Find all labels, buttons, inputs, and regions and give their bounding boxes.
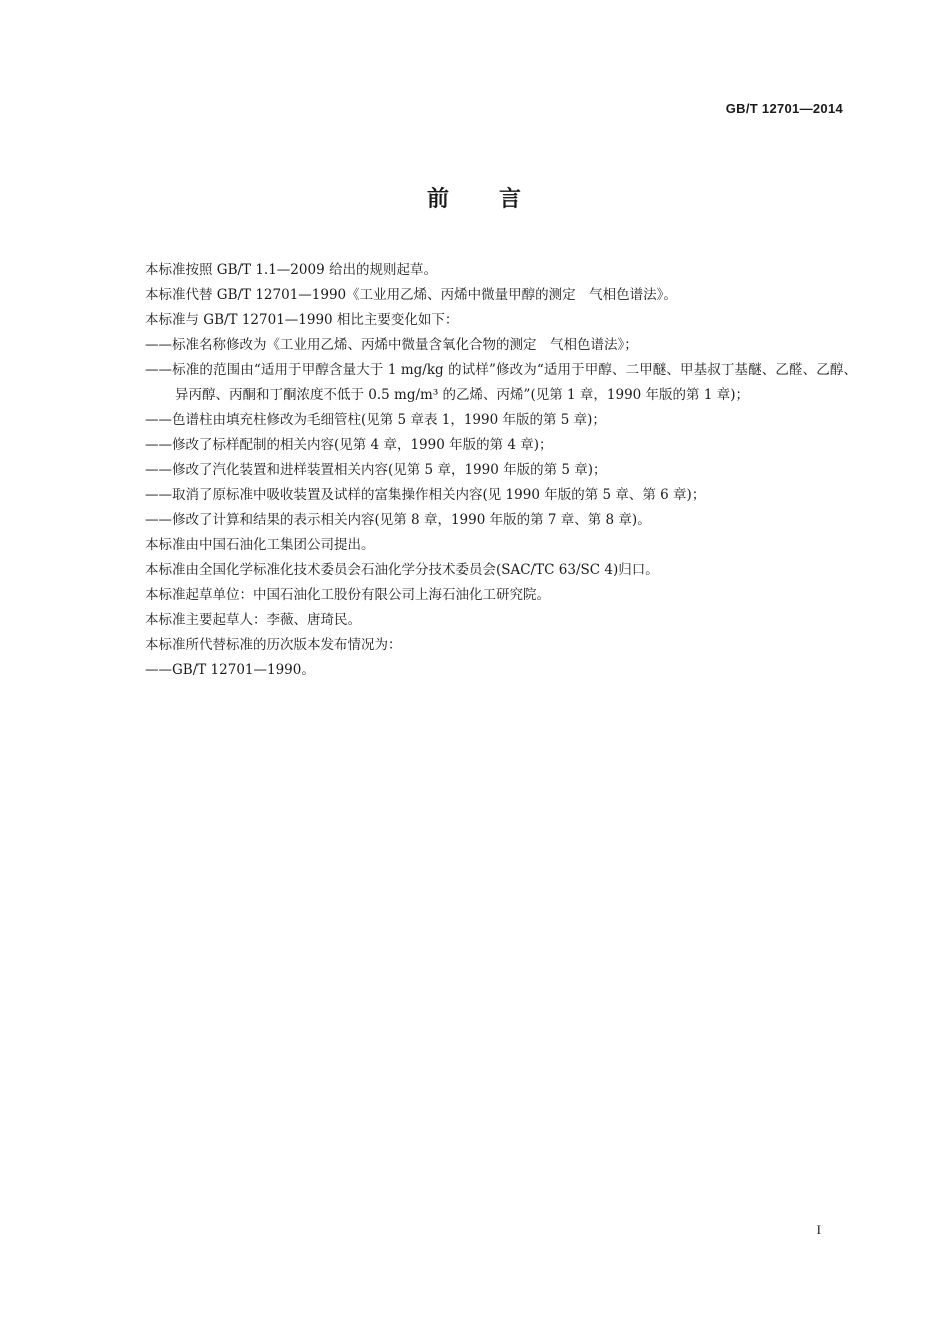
paragraph-history-intro: 本标准所代替标准的历次版本发布情况为： bbox=[145, 637, 402, 653]
standard-code: GB/T 12701—2014 bbox=[725, 101, 843, 116]
paragraph-drafters: 本标准主要起草人：李薇、唐琦民。 bbox=[145, 612, 361, 628]
list-item-calculation: ——修改了计算和结果的表示相关内容(见第 8 章，1990 年版的第 7 章、第 8 章)。 bbox=[145, 512, 651, 528]
paragraph-drafting-rules: 本标准按照 GB/T 1.1—2009 给出的规则起草。 bbox=[145, 262, 437, 278]
list-item-scope-change: ——标准的范围由“适用于甲醇含量大于 1 mg/kg 的试样”修改为“适用于甲醇、二甲醚、甲基叔丁基醚、乙醛、乙醇、异丙醇、丙酮和丁酮浓度不低于 0.5 mg/m³ 的乙烯、丙烯”(见第 1 章，1990 年版的第 1 章)； bbox=[145, 362, 857, 403]
list-item-column-change: ——色谱柱由填充柱修改为毛细管柱(见第 5 章表 1，1990 年版的第 5 章)； bbox=[145, 412, 606, 428]
list-item-standard-preparation: ——修改了标样配制的相关内容(见第 4 章，1990 年版的第 4 章)； bbox=[145, 437, 553, 453]
paragraph-proposed-by: 本标准由中国石油化工集团公司提出。 bbox=[145, 537, 375, 553]
list-item-removed-absorption: ——取消了原标准中吸收装置及试样的富集操作相关内容(见 1990 年版的第 5 章、第 6 章)； bbox=[145, 487, 706, 503]
list-item-vaporizer: ——修改了汽化装置和进样装置相关内容(见第 5 章，1990 年版的第 5 章)； bbox=[145, 462, 607, 478]
paragraph-replaces: 本标准代替 GB/T 12701—1990《工业用乙烯、丙烯中微量甲醇的测定 气相色谱法》。 bbox=[145, 287, 677, 303]
paragraph-changes-intro: 本标准与 GB/T 12701—1990 相比主要变化如下： bbox=[145, 312, 459, 328]
document-body bbox=[145, 258, 857, 683]
list-item-title-change: ——标准名称修改为《工业用乙烯、丙烯中微量含氧化合物的测定 气相色谱法》； bbox=[145, 337, 638, 353]
page-number: I bbox=[816, 1222, 821, 1237]
list-item-history-version: ——GB/T 12701—1990。 bbox=[145, 662, 315, 678]
paragraph-drafting-unit: 本标准起草单位：中国石油化工股份有限公司上海石油化工研究院。 bbox=[145, 587, 550, 603]
page-title: 前 言 bbox=[426, 187, 523, 212]
paragraph-managed-by: 本标准由全国化学标准化技术委员会石油化学分技术委员会(SAC/TC 63/SC 4)归口。 bbox=[145, 562, 659, 578]
